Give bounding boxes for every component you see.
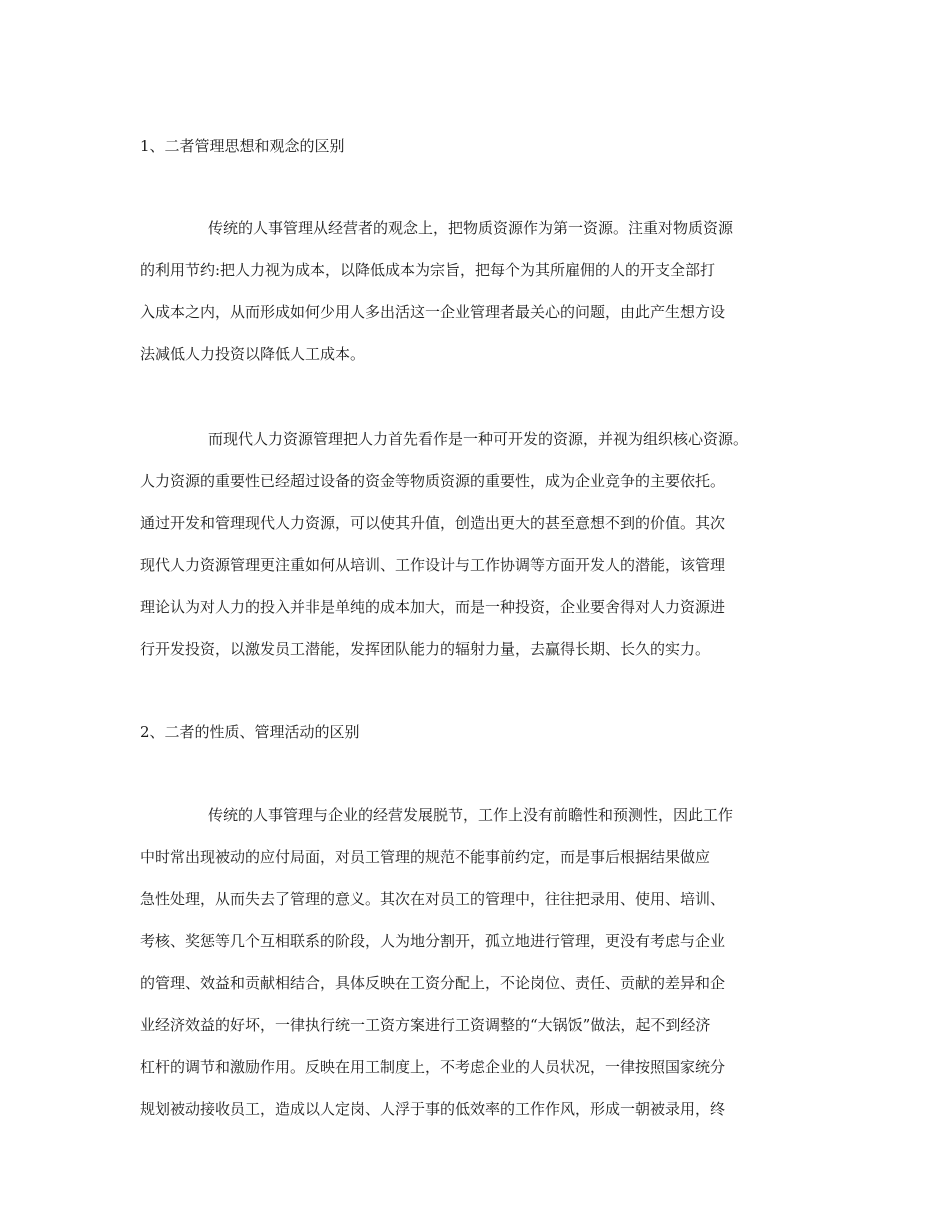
paragraph-2 <box>140 418 748 670</box>
paragraph-3 <box>140 794 733 1130</box>
paragraph-line: 理论认为对人力的投入并非是单纯的成本加大，而是一种投资，企业要舍得对人力资源进 <box>140 598 726 616</box>
section-heading-1: 1、二者管理思想和观念的区别 <box>140 137 345 155</box>
paragraph-line: 传统的人事管理从经营者的观念上，把物质资源作为第一资源。注重对物质资源 <box>208 219 734 237</box>
paragraph-line: 行开发投资，以激发员工潜能，发挥团队能力的辐射力量，去赢得长期、长久的实力。 <box>140 640 711 658</box>
paragraph-line: 业经济效益的好坏，一律执行统一工资方案进行工资调整的“大锅饭”做法，起不到经济 <box>140 1016 711 1034</box>
paragraph-line: 传统的人事管理与企业的经营发展脱节，工作上没有前瞻性和预测性，因此工作 <box>208 806 734 824</box>
paragraph-line: 中时常出现被动的应付局面，对员工管理的规范不能事前约定，而是事后根据结果做应 <box>140 848 711 866</box>
paragraph-line: 现代人力资源管理更注重如何从培训、工作设计与工作协调等方面开发人的潜能，该管理 <box>140 556 726 574</box>
paragraph-line: 入成本之内，从而形成如何少用人多出活这一企业管理者最关心的问题，由此产生想方设 <box>140 303 726 321</box>
paragraph-line: 而现代人力资源管理把人力首先看作是一种可开发的资源，并视为组织核心资源。 <box>208 430 749 448</box>
paragraph-line: 急性处理，从而失去了管理的意义。其次在对员工的管理中，往往把录用、使用、培训、 <box>140 890 726 908</box>
section-heading-2: 2、二者的性质、管理活动的区别 <box>140 723 360 741</box>
paragraph-line: 的管理、效益和贡献相结合，具体反映在工资分配上，不论岗位、责任、贡献的差异和企 <box>140 974 726 992</box>
paragraph-line: 的利用节约:把人力视为成本，以降低成本为宗旨，把每个为其所雇佣的人的开支全部打 <box>140 261 716 279</box>
paragraph-line: 通过开发和管理现代人力资源，可以使其升值，创造出更大的甚至意想不到的价值。其次 <box>140 514 726 532</box>
paragraph-line: 考核、奖惩等几个互相联系的阶段，人为地分割开，孤立地进行管理，更没有考虑与企业 <box>140 932 726 950</box>
paragraph-line: 规划被动接收员工，造成以人定岗、人浮于事的低效率的工作作风，形成一朝被录用，终 <box>140 1100 726 1118</box>
paragraph-1 <box>140 207 733 375</box>
paragraph-line: 人力资源的重要性已经超过设备的资金等物质资源的重要性，成为企业竞争的主要依托。 <box>140 472 726 490</box>
paragraph-line: 法减低人力投资以降低人工成本。 <box>140 345 366 363</box>
paragraph-line: 杠杆的调节和激励作用。反映在用工制度上，不考虑企业的人员状况，一律按照国家统分 <box>140 1058 726 1076</box>
